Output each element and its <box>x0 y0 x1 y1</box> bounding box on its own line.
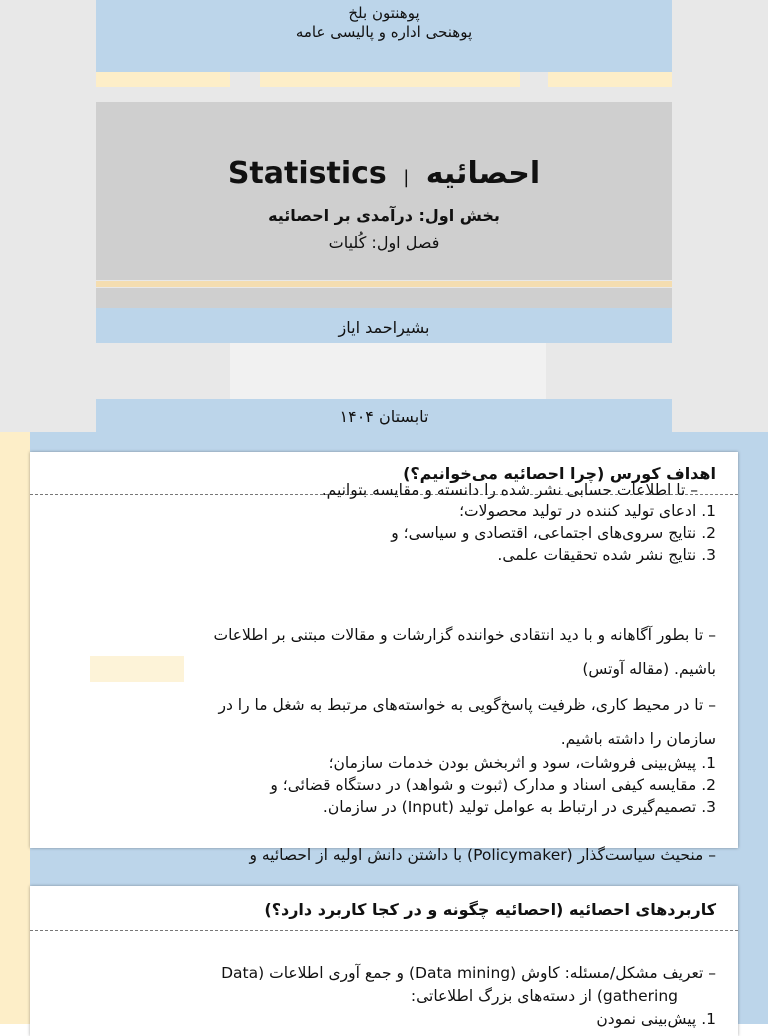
divider-stripe <box>96 281 672 287</box>
slide-panel <box>30 452 738 864</box>
slide-heading: اهداف کورس (چرا احصائیه می‌خوانیم؟) <box>403 464 716 483</box>
university-name: پوهنتون بلخ <box>348 4 420 22</box>
item-number: 3. <box>701 798 716 816</box>
title-separator: | <box>403 167 410 188</box>
accent-block <box>548 72 672 87</box>
heading-divider <box>30 930 738 931</box>
title-persian: احصائیه <box>425 156 541 191</box>
bullet-text: – تا در محیط کاری، ظرفیت پاسخ‌گویی به خواسته‌های مرتبط به شغل ما را در <box>218 696 716 714</box>
item-number: 2. <box>701 524 716 542</box>
bullet-text: باشیم. (مقاله آوتس) <box>582 660 716 678</box>
slide-panel <box>30 886 738 1036</box>
left-accent <box>0 866 30 1024</box>
chapter-title: فصل اول: کُلیات <box>328 233 440 252</box>
item-number: 1. <box>701 1010 716 1028</box>
list-item <box>56 1008 716 1030</box>
list-item <box>56 796 716 818</box>
item-text: مقایسه کیفی اسناد و مدارک (ثبوت و شواهد) در دستگاه قضائی؛ و <box>270 776 697 794</box>
item-number: 3. <box>701 546 716 564</box>
accent-block <box>96 72 230 87</box>
numbered-list <box>56 752 716 818</box>
list-item <box>56 544 716 566</box>
list-item <box>56 774 716 796</box>
light-block <box>230 343 546 399</box>
item-number: 2. <box>701 776 716 794</box>
left-accent <box>0 432 30 866</box>
title-english: Statistics <box>227 156 387 191</box>
item-number: 1. <box>701 502 716 520</box>
bullet-text: gathering) از دسته‌های بزرگ اطلاعاتی: <box>410 987 678 1005</box>
item-text: ادعای تولید کننده در تولید محصولات؛ <box>459 502 697 520</box>
bullet-text: – تا بطور آگاهانه و با دید انتقادی خواننده گزارشات و مقالات مبتنی بر اطلاعات <box>213 626 716 644</box>
bullet-text: – تا اطلاعات حسابی نشر شده را دانسته و مقایسه بتوانیم. <box>321 481 698 499</box>
item-text: تصمیم‌گیری در ارتباط به عوامل تولید (Input) در سازمان. <box>322 798 697 816</box>
slide-heading: کاربردهای احصائیه (احصائیه چگونه و در کجا کاربرد دارد؟) <box>264 900 716 919</box>
item-text: پیش‌بینی نمودن <box>596 1010 697 1028</box>
item-number: 1. <box>701 754 716 772</box>
item-text: نتایج نشر شده تحقیقات علمی. <box>497 546 697 564</box>
list-item <box>56 500 716 522</box>
numbered-list <box>56 500 716 566</box>
title-slide <box>0 0 768 432</box>
bullet-text: – منحیث سیاست‌گذار (Policymaker) با داشتن دانش اولیه از احصائیه و <box>249 846 716 864</box>
title-band <box>96 102 672 280</box>
author-name: بشیراحمد ایاز <box>338 318 430 337</box>
slide-applications <box>0 866 768 1028</box>
slide-course-objectives <box>0 432 768 866</box>
gray-strip <box>96 288 672 308</box>
list-item <box>56 522 716 544</box>
part-title: بخش اول: درآمدی بر احصائیه <box>268 206 500 225</box>
numbered-list <box>56 1008 716 1030</box>
term-date: تابستان ۱۴۰۴ <box>339 407 429 426</box>
item-text: پیش‌بینی فروشات، سود و اثربخش بودن خدمات سازمان؛ <box>328 754 697 772</box>
faculty-name: پوهنحی اداره و پالیسی عامه <box>295 23 473 41</box>
accent-block <box>260 72 520 87</box>
bullet-text: سازمان را داشته باشیم. <box>560 730 716 748</box>
list-item <box>56 752 716 774</box>
item-text: نتایج سروی‌های اجتماعی، اقتصادی و سیاسی؛ و <box>391 524 697 542</box>
bullet-text: – تعریف مشکل/مسئله: کاوش (Data mining) و جمع آوری اطلاعات (Data <box>221 964 716 982</box>
course-title <box>0 156 768 191</box>
